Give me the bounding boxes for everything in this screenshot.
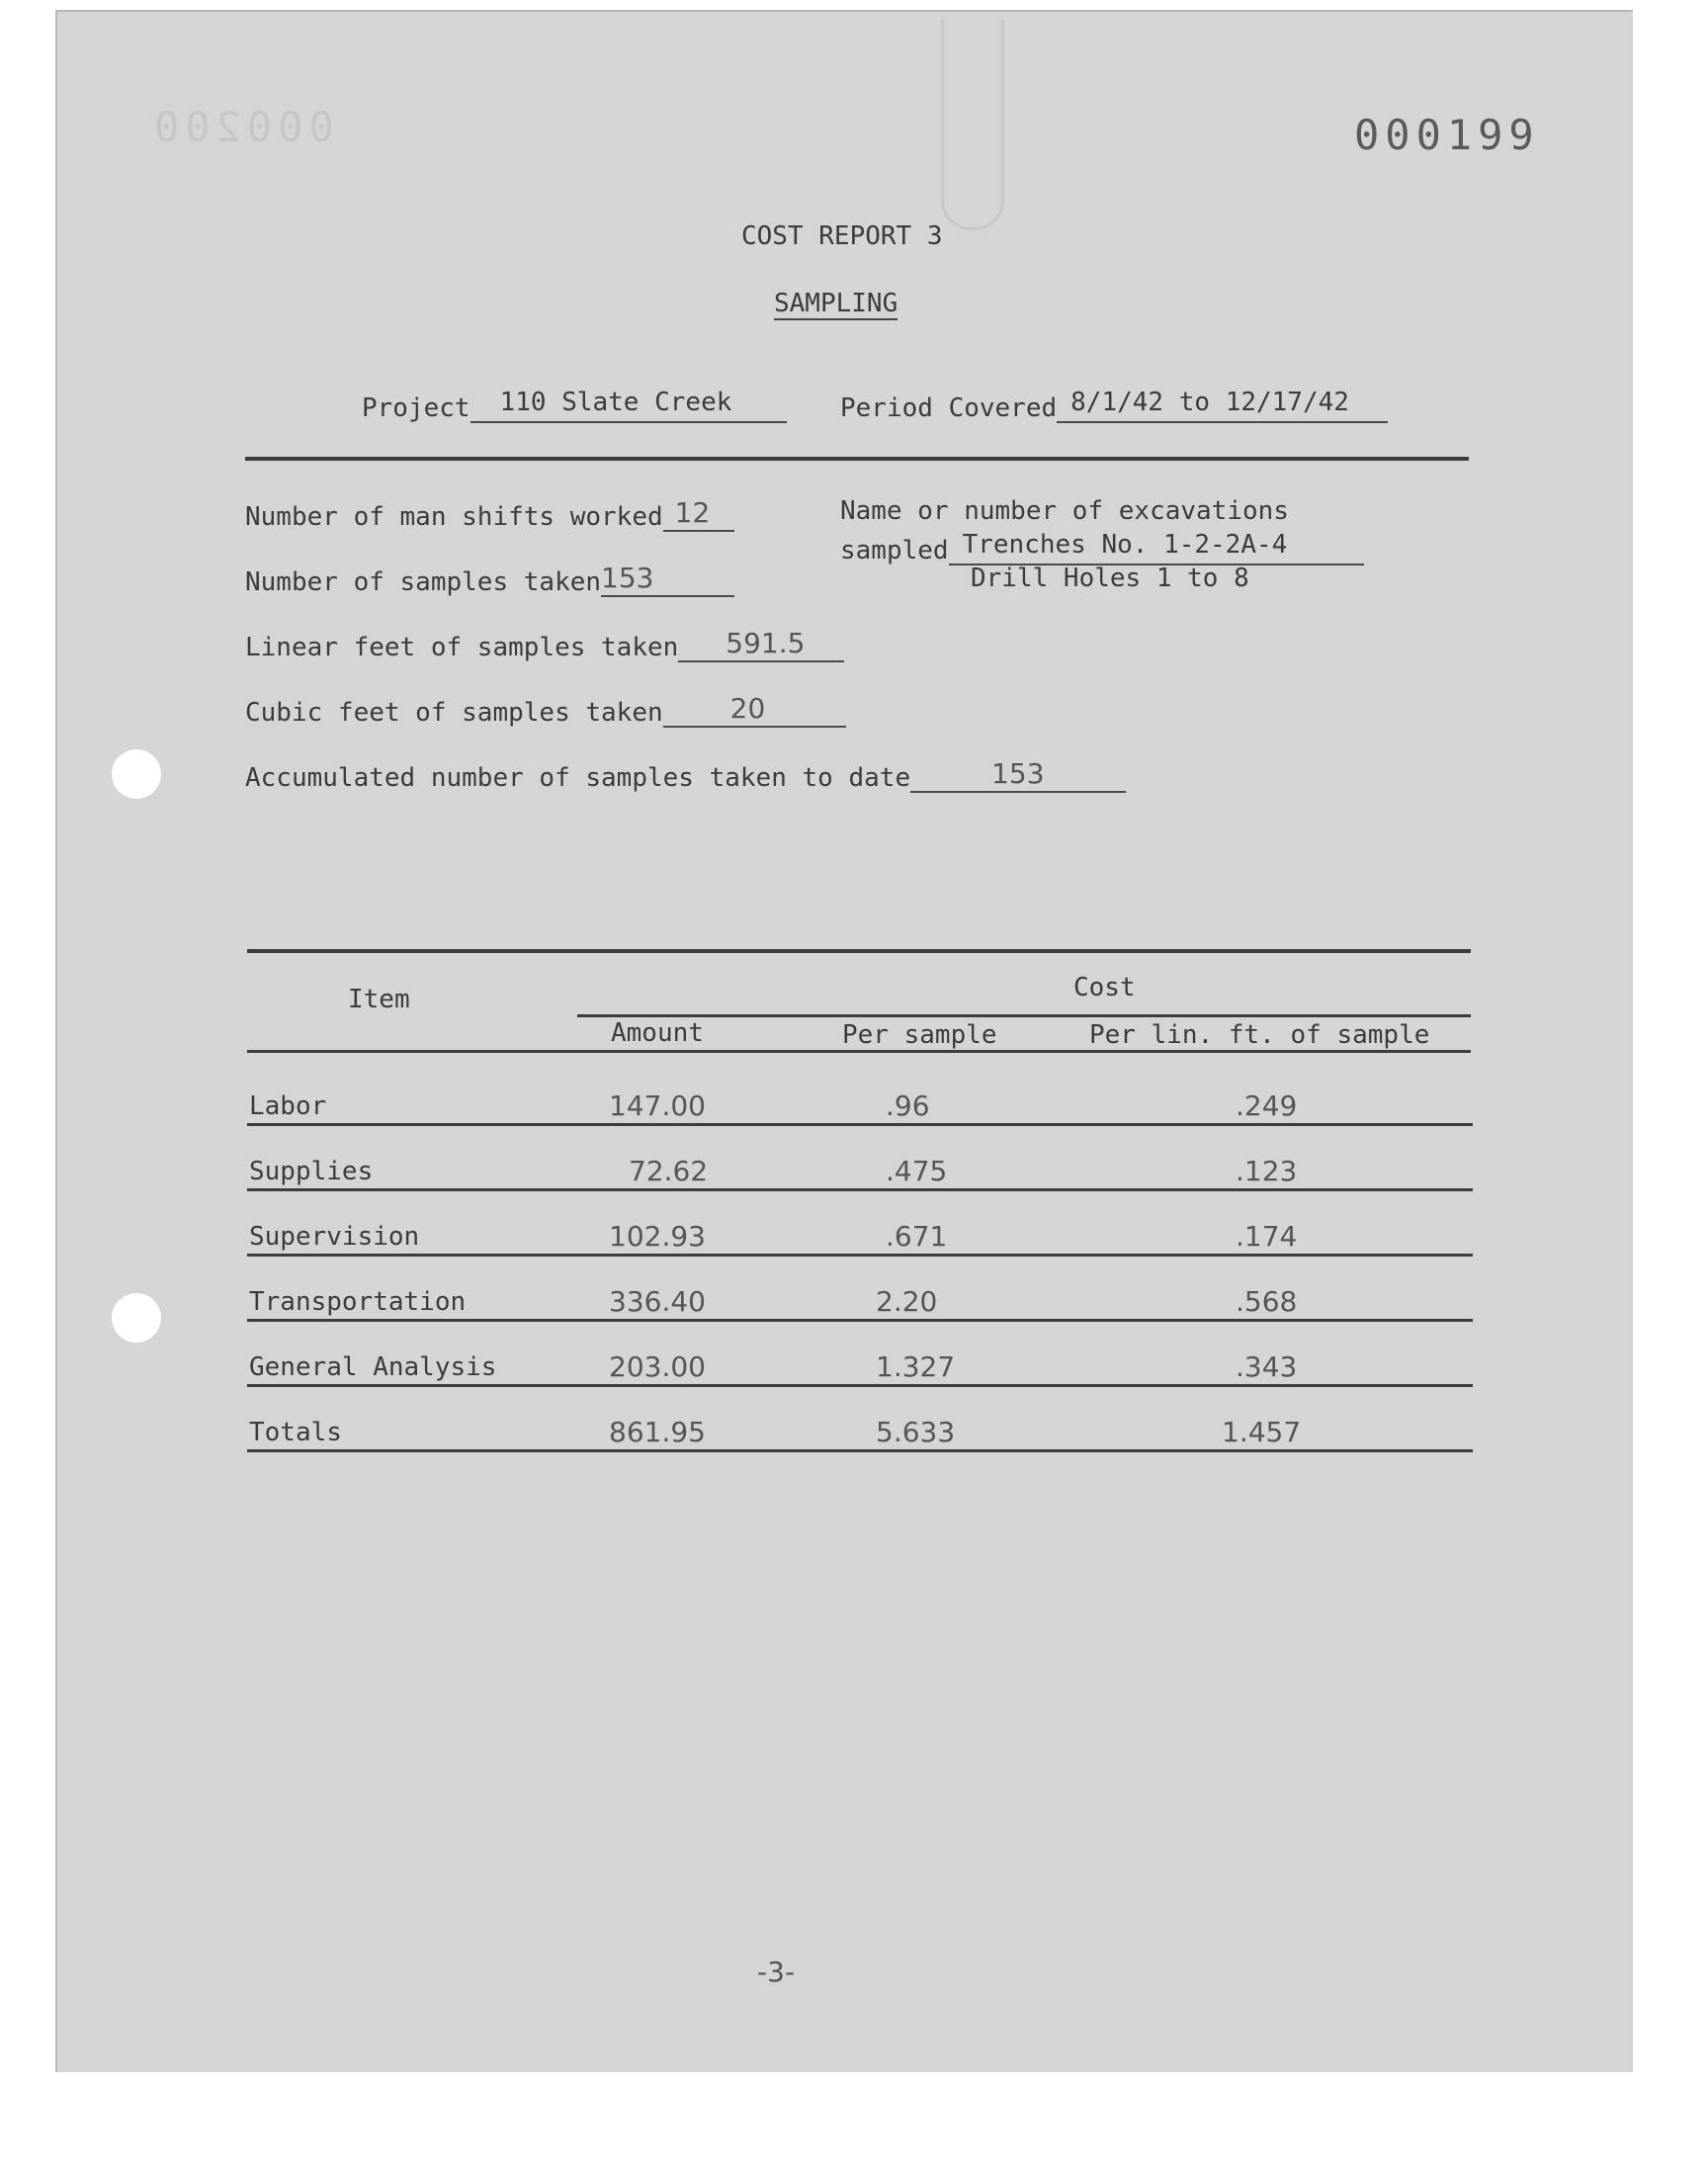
man-shifts-value: 12	[674, 496, 711, 529]
row-rule	[247, 1384, 1473, 1387]
table-row-per-lin: .568	[1236, 1285, 1298, 1318]
table-header-rule	[247, 1050, 1471, 1053]
table-row-amount: 72.62	[629, 1155, 709, 1187]
samples-value: 153	[601, 562, 654, 594]
man-shifts-label: Number of man shifts worked	[245, 502, 663, 532]
cubic-feet-value: 20	[729, 692, 766, 725]
report-title: COST REPORT 3	[741, 221, 943, 251]
stamp-number: 000199	[1354, 111, 1540, 159]
table-row-item: Supplies	[249, 1157, 374, 1186]
stamp-number-mirrored: 000200	[148, 103, 334, 151]
row-rule	[247, 1123, 1473, 1126]
table-row-amount: 147.00	[609, 1089, 706, 1122]
table-row-per-lin: .343	[1236, 1350, 1298, 1383]
table-row-item: Transportation	[249, 1287, 467, 1317]
table-row-amount: 203.00	[609, 1350, 706, 1383]
per-lin-ft-column-header: Per lin. ft. of sample	[1089, 1020, 1430, 1050]
table-row-per-sample: 2.20	[876, 1285, 938, 1318]
linear-feet-value: 591.5	[726, 627, 806, 659]
report-subtitle: SAMPLING	[774, 289, 898, 318]
period-value: 8/1/42 to 12/17/42	[1070, 388, 1349, 417]
row-rule	[247, 1254, 1473, 1257]
totals-row-label: Totals	[249, 1418, 342, 1447]
project-label: Project	[362, 393, 470, 423]
table-row-item: General Analysis	[249, 1352, 497, 1382]
table-row-per-sample: .475	[886, 1155, 948, 1187]
table-row-per-lin: .123	[1236, 1155, 1298, 1187]
period-row	[840, 388, 1388, 423]
punch-hole-bottom	[112, 1293, 161, 1343]
paper-clip-mark	[941, 20, 1004, 230]
table-row-amount: 102.93	[609, 1220, 706, 1253]
accumulated-row	[245, 757, 1126, 793]
linear-feet-row	[245, 627, 844, 662]
table-row-item: Labor	[249, 1091, 327, 1121]
item-header: Item	[348, 985, 410, 1014]
punch-hole-top	[112, 749, 161, 799]
totals-row-per-lin: 1.457	[1222, 1416, 1302, 1448]
table-row-per-lin: .249	[1236, 1089, 1298, 1122]
cubic-feet-row	[245, 692, 846, 728]
project-row	[362, 388, 787, 423]
per-sample-column-header: Per sample	[842, 1020, 997, 1050]
table-row-per-sample: 1.327	[876, 1350, 956, 1383]
amount-column-header: Amount	[611, 1018, 704, 1048]
excavations-row	[840, 530, 1364, 566]
excavations-label: Name or number of excavations	[840, 496, 1289, 526]
table-top-rule	[247, 949, 1471, 953]
table-row-per-lin: .174	[1236, 1220, 1298, 1253]
samples-label: Number of samples taken	[245, 567, 602, 597]
accumulated-label: Accumulated number of samples taken to date	[245, 763, 911, 793]
row-rule	[247, 1449, 1473, 1452]
linear-feet-label: Linear feet of samples taken	[245, 633, 679, 662]
table-row-item: Supervision	[249, 1222, 420, 1252]
totals-row-per-sample: 5.633	[876, 1416, 956, 1448]
samples-row	[245, 562, 734, 597]
excavations-value-trenches: Trenches No. 1-2-2A-4	[962, 530, 1288, 560]
table-row-per-sample: .671	[886, 1220, 948, 1253]
man-shifts-row	[245, 496, 734, 532]
row-rule	[247, 1188, 1473, 1191]
period-label: Period Covered	[840, 393, 1058, 423]
excavations-value-drill-holes: Drill Holes 1 to 8	[971, 564, 1249, 593]
excavations-sampled-label: sampled	[840, 536, 949, 566]
accumulated-value: 153	[991, 757, 1045, 790]
cost-header: Cost	[1073, 973, 1136, 1002]
table-row-per-sample: .96	[886, 1089, 930, 1122]
page-number: -3-	[757, 1956, 796, 1988]
header-divider	[245, 457, 1469, 461]
project-value: 110 Slate Creek	[499, 388, 732, 417]
table-row-amount: 336.40	[609, 1285, 706, 1318]
cost-header-rule	[577, 1014, 1471, 1017]
totals-row-amount: 861.95	[609, 1416, 706, 1448]
cubic-feet-label: Cubic feet of samples taken	[245, 698, 663, 728]
row-rule	[247, 1319, 1473, 1322]
